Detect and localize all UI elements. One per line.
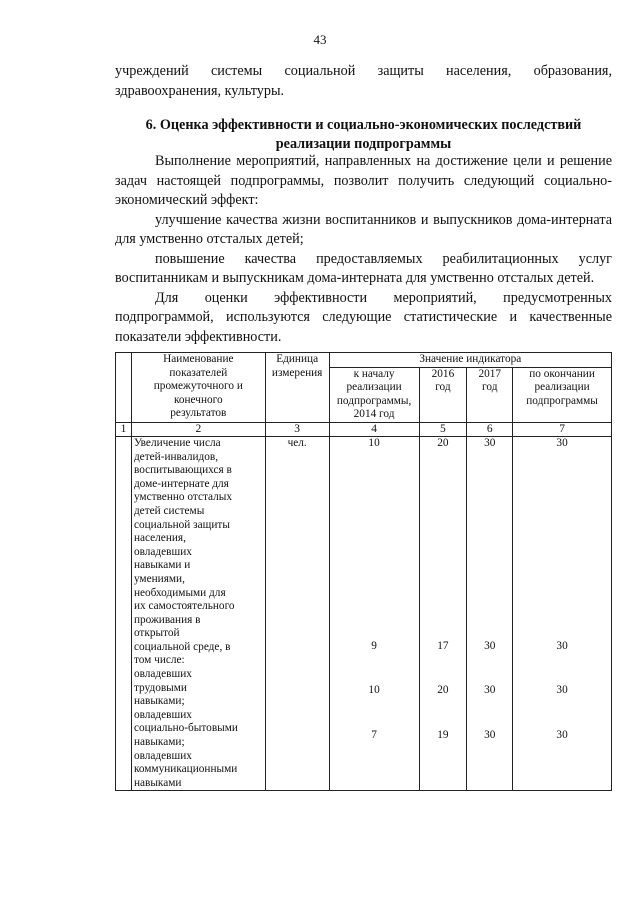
header-2016-line: год [435, 381, 451, 394]
header-start-line: реализации [346, 381, 402, 394]
sub-indicator-name-line: социально-бытовыми [133, 722, 238, 735]
header-end-line: подпрограммы [526, 394, 598, 407]
sub-indicator-name-line: навыками [133, 776, 182, 789]
column-number: 4 [329, 422, 419, 436]
sub-indicator-name-line: навыками; [133, 695, 185, 708]
header-name-line: результатов [170, 407, 227, 420]
paragraph-effect: Выполнение мероприятий, направленных на достижение цели и решение задач настоящей подпрограммы, позволит получить следующий социально-экономический эффект: [115, 153, 612, 208]
sub-3-2017-value: 30 [484, 728, 496, 741]
header-2017-line: год [482, 381, 498, 394]
indicator-name-line: детей системы [133, 504, 205, 517]
indicator-name-line: проживания в [133, 613, 201, 626]
sub-indicator-name-line: овладевших [133, 749, 192, 762]
section-body [115, 152, 612, 347]
intro-line-1: учреждений системы социальной защиты населения, образования, [115, 63, 612, 79]
header-end-line: реализации [534, 381, 590, 394]
sub-1-end-value: 30 [556, 639, 568, 652]
indicator-name-line: необходимыми для [133, 586, 226, 599]
indicator-name-line: населения, [133, 532, 186, 545]
section-heading-line-1: 6. Оценка эффективности и социально-экономических последствий [145, 117, 582, 133]
column-number: 1 [116, 422, 132, 436]
indicator-row [116, 436, 612, 790]
sub-indicator-name-line: коммуникационными [133, 763, 238, 776]
main-start-value: 10 [368, 436, 380, 449]
section-heading [115, 116, 612, 154]
header-start-line: к началу [353, 367, 395, 380]
indicator-name-line: навыками и [133, 559, 191, 572]
sub-3-2016-value: 19 [437, 728, 449, 741]
header-start-line: подпрограммы, [336, 394, 412, 407]
header-name-line: показателей [169, 366, 228, 379]
header-end-cell [513, 367, 612, 422]
header-unit-cell [265, 353, 329, 423]
indicator-unit-cell [265, 436, 329, 790]
column-number: 7 [513, 422, 612, 436]
header-indicator-group: Значение индикатора [329, 353, 611, 368]
main-2017-value: 30 [484, 436, 496, 449]
sub-2-start-value: 10 [368, 684, 380, 697]
header-name-line: Наименование [163, 353, 234, 365]
indicator-name-line: детей-инвалидов, [133, 450, 219, 463]
indicator-name-line: том числе: [133, 654, 185, 667]
header-2016-line: 2016 [431, 367, 455, 380]
column-number: 2 [131, 422, 265, 436]
indicator-name-line: Увеличение числа [133, 436, 221, 449]
table-header-row-1 [116, 353, 612, 368]
header-start-line: 2014 год [353, 408, 395, 421]
header-2016-cell [419, 367, 467, 422]
indicator-name-line: открытой [133, 627, 180, 640]
sub-3-end-value: 30 [556, 728, 568, 741]
sub-1-start-value: 9 [371, 639, 377, 652]
indicator-end-cell [513, 436, 612, 790]
indicator-2017-cell [467, 436, 513, 790]
sub-indicator-name-line: овладевших [133, 708, 192, 721]
indicator-name-line: доме-интернате для [133, 477, 229, 490]
column-number: 5 [419, 422, 467, 436]
sub-indicator-name-line: трудовыми [133, 681, 187, 694]
main-2016-value: 20 [437, 436, 449, 449]
indicator-start-cell [329, 436, 419, 790]
indicator-name-cell [131, 436, 265, 790]
header-name-cell [131, 353, 265, 423]
sub-1-2017-value: 30 [484, 639, 496, 652]
indicator-name-line: овладевших [133, 545, 192, 558]
indicator-2016-cell [419, 436, 467, 790]
column-number: 3 [265, 422, 329, 436]
sub-2-2016-value: 20 [437, 684, 449, 697]
section-heading-line-2: реализации подпрограммы [275, 136, 452, 152]
header-index-cell [116, 353, 132, 423]
indicators-table [115, 352, 612, 791]
header-name-line: конечного [173, 393, 223, 406]
indicator-name-line: умениями, [133, 572, 185, 585]
indicator-name-line: воспитывающихся в [133, 464, 232, 477]
paragraph-indicators: Для оценки эффективности мероприятий, предусмотренных подпрограммой, используются следующие статистические и качественные показатели эффективности. [115, 289, 612, 345]
indicator-name-line: социальной защиты [133, 518, 230, 531]
sub-2-end-value: 30 [556, 684, 568, 697]
header-2017-line: 2017 [478, 367, 502, 380]
column-number-row [116, 422, 612, 436]
sub-3-start-value: 7 [371, 728, 377, 741]
intro-line-2: здравоохранения, культуры. [115, 82, 285, 99]
page-number: 43 [313, 32, 327, 47]
column-number: 6 [467, 422, 513, 436]
paragraph-rehab-services: повышение качества предоставляемых реабилитационных услуг воспитанникам и выпускникам дома-интерната для умственно отсталых детей. [115, 250, 612, 286]
indicator-name-line: умственно отсталых [133, 491, 233, 504]
header-start-cell [329, 367, 419, 422]
sub-indicator-name-line: овладевших [133, 668, 192, 681]
sub-1-2016-value: 17 [437, 639, 449, 652]
header-end-line: по окончании [529, 367, 595, 380]
sub-2-2017-value: 30 [484, 684, 496, 697]
intro-text [115, 62, 612, 101]
header-unit-line: измерения [271, 366, 323, 379]
row-index-cell [116, 436, 132, 790]
main-end-value: 30 [556, 436, 568, 449]
header-name-line: промежуточного и [153, 380, 243, 393]
indicator-name-line: социальной среде, в [133, 640, 231, 653]
header-unit-line: Единица [276, 353, 319, 365]
sub-indicator-name-line: навыками; [133, 736, 185, 749]
header-2017-cell [467, 367, 513, 422]
indicator-unit: чел. [287, 436, 307, 449]
paragraph-quality-life: улучшение качества жизни воспитанников и выпускников дома-интерната для умственно отсталых детей; [115, 211, 612, 247]
indicator-name-line: их самостоятельного [133, 600, 235, 613]
